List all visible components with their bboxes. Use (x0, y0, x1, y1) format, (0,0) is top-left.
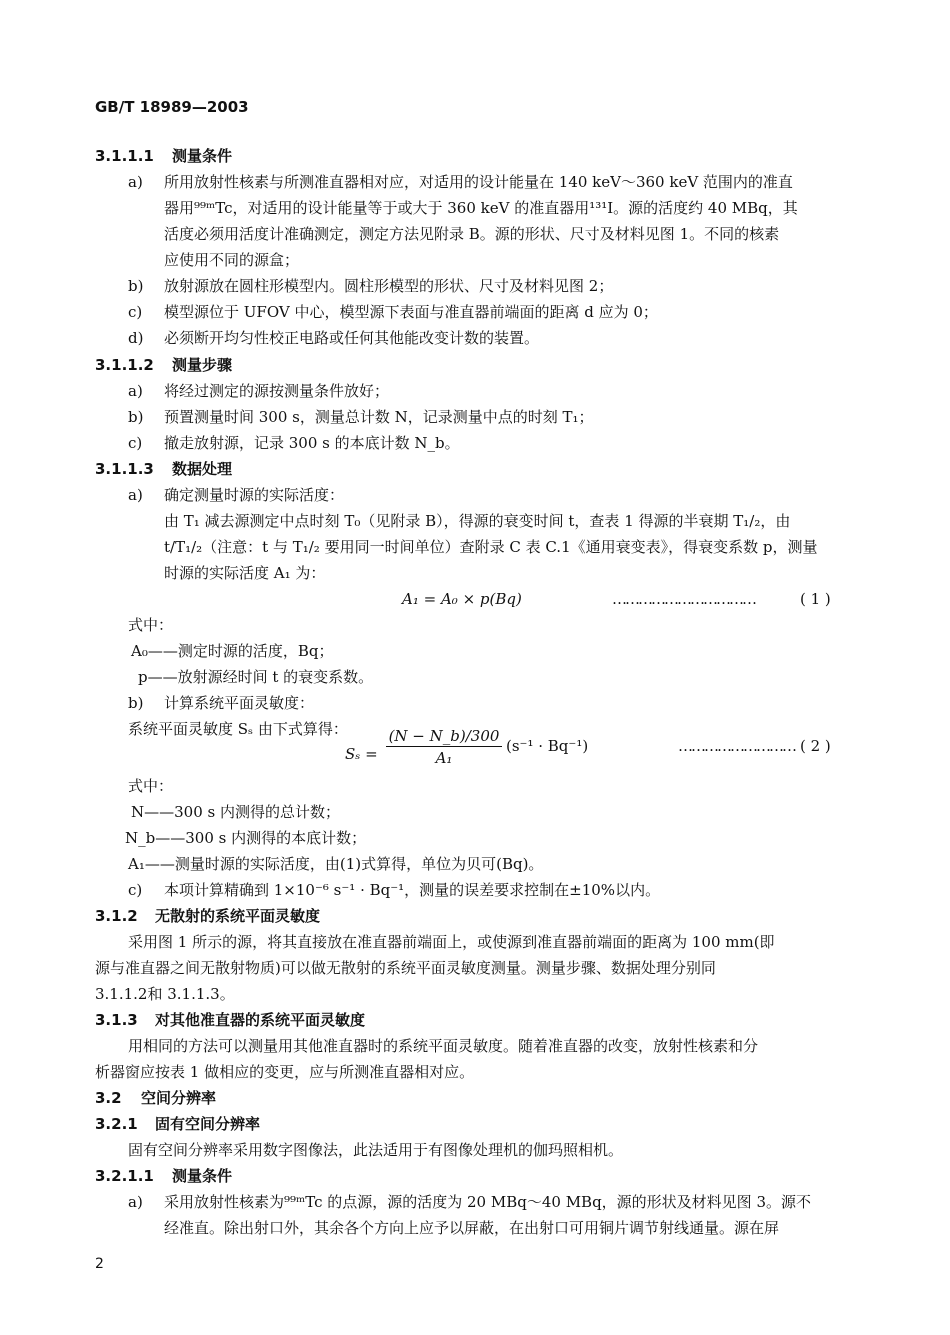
item-label: b) (128, 694, 144, 712)
paragraph-line: 所用放射性核素与所测准直器相对应，对适用的设计能量在 140 keV～360 keV 范围内的准直 (164, 173, 793, 191)
formula-1-number: ( 1 ) (800, 590, 831, 608)
page-number: 2 (95, 1256, 104, 1272)
section-3-1-1-1-number: 3.1.1.1 (95, 147, 154, 165)
paragraph-line: 固有空间分辨率采用数字图像法，此法适用于有图像处理机的伽玛照相机。 (128, 1141, 624, 1159)
paragraph-line: 析器窗应按表 1 做相应的变更，应与所测准直器相对应。 (95, 1063, 475, 1081)
formula-2-leader: ……………………… (678, 737, 795, 755)
section-3-1-3-title: 对其他准直器的系统平面灵敏度 (155, 1011, 366, 1029)
item-label: d) (128, 329, 144, 347)
formula-1-leader: …………………………… (612, 590, 755, 608)
item-label: b) (128, 277, 144, 295)
definition-line: N_b——300 s 内测得的本底计数； (125, 829, 367, 847)
formula-2-lhs: Sₛ = (345, 745, 378, 763)
section-3-1-2-title: 无散射的系统平面灵敏度 (155, 907, 321, 925)
paragraph-line: 源与准直器之间无散射物质)可以做无散射的系统平面灵敏度测量。测量步骤、数据处理分别同 (95, 959, 716, 977)
section-3-2-1-1-number: 3.2.1.1 (95, 1167, 154, 1185)
paragraph-line: 撤走放射源，记录 300 s 的本底计数 N_b。 (164, 434, 460, 452)
item-label: c) (128, 303, 143, 321)
section-3-1-3-number: 3.1.3 (95, 1011, 138, 1029)
standard-code: GB/T 18989—2003 (95, 98, 249, 116)
paragraph-line: 应使用不同的源盒； (164, 251, 300, 269)
paragraph-line: 经准直。除出射口外，其余各个方向上应予以屏蔽，在出射口可用铜片调节射线通量。源在屏 (164, 1219, 780, 1237)
paragraph-line: 由 T₁ 减去源测定中点时刻 T₀（见附录 B），得源的衰变时间 t，查表 1 得源的半衰期 T₁/₂，由 (164, 512, 791, 530)
section-3-2-1-number: 3.2.1 (95, 1115, 138, 1133)
where-label: 式中： (128, 616, 174, 634)
paragraph-line: 计算系统平面灵敏度： (164, 694, 315, 712)
item-label: a) (128, 173, 143, 191)
item-label: c) (128, 434, 143, 452)
definition-line: N——300 s 内测得的总计数； (131, 803, 340, 821)
paragraph-line: 本项计算精确到 1×10⁻⁶ s⁻¹ · Bq⁻¹，测量的误差要求控制在±10%以内。 (164, 881, 661, 899)
paragraph-line: 模型源位于 UFOV 中心，模型源下表面与准直器前端面的距离 d 应为 0； (164, 303, 658, 321)
formula-2-unit: (s⁻¹ · Bq⁻¹) (506, 737, 589, 755)
definition-line: p——放射源经时间 t 的衰变系数。 (138, 668, 374, 686)
formula-2-denominator: A₁ (435, 749, 453, 767)
section-3-1-1-2-title: 测量步骤 (172, 356, 233, 374)
formula-2-fraction-bar (386, 746, 502, 747)
section-3-1-1-3-number: 3.1.1.3 (95, 460, 154, 478)
paragraph-line: 3.1.1.2和 3.1.1.3。 (95, 985, 235, 1003)
paragraph-line: 活度必须用活度计准确测定，测定方法见附录 B。源的形状、尺寸及材料见图 1。不同的核素 (164, 225, 780, 243)
definition-line: A₁——测量时源的实际活度，由(1)式算得，单位为贝可(Bq)。 (128, 855, 544, 873)
item-label: b) (128, 408, 144, 426)
paragraph-line: 确定测量时源的实际活度： (164, 486, 345, 504)
section-3-1-1-1-title: 测量条件 (172, 147, 233, 165)
paragraph-line: 采用放射性核素为⁹⁹ᵐTc 的点源，源的活度为 20 MBq～40 MBq，源的形状及材料见图 3。源不 (164, 1193, 811, 1211)
formula-2-number: ( 2 ) (800, 737, 831, 755)
where-label: 式中： (128, 777, 174, 795)
section-3-1-1-2-number: 3.1.1.2 (95, 356, 154, 374)
definition-line: A₀——测定时源的活度，Bq； (131, 642, 334, 660)
item-label: a) (128, 486, 143, 504)
paragraph-line: 必须断开均匀性校正电路或任何其他能改变计数的装置。 (164, 329, 540, 347)
item-label: c) (128, 881, 143, 899)
paragraph-line: 采用图 1 所示的源，将其直接放在准直器前端面上，或使源到准直器前端面的距离为 100 mm(即 (128, 933, 775, 951)
section-3-2-number: 3.2 (95, 1089, 122, 1107)
paragraph-line: t/T₁/₂（注意：t 与 T₁/₂ 要用同一时间单位）查附录 C 表 C.1《通用衰变表》，得衰变系数 p，测量 (164, 538, 818, 556)
section-3-1-2-number: 3.1.2 (95, 907, 138, 925)
paragraph-line: 用相同的方法可以测量用其他准直器时的系统平面灵敏度。随着准直器的改变，放射性核素和分 (128, 1037, 759, 1055)
formula-2-numerator: (N − N_b)/300 (388, 727, 500, 745)
paragraph-line: 将经过测定的源按测量条件放好； (164, 382, 390, 400)
section-3-2-title: 空间分辨率 (141, 1089, 217, 1107)
paragraph-line: 时源的实际活度 A₁ 为： (164, 564, 326, 582)
item-label: a) (128, 382, 143, 400)
paragraph-line: 系统平面灵敏度 Sₛ 由下式算得： (128, 720, 348, 738)
formula-1: A₁ = A₀ × p(Bq) (402, 590, 522, 608)
paragraph-line: 器用⁹⁹ᵐTc，对适用的设计能量等于或大于 360 keV 的准直器用¹³¹I。源的活度约 40 MBq，其 (164, 199, 798, 217)
item-label: a) (128, 1193, 143, 1211)
section-3-2-1-title: 固有空间分辨率 (155, 1115, 261, 1133)
section-3-2-1-1-title: 测量条件 (172, 1167, 233, 1185)
paragraph-line: 预置测量时间 300 s，测量总计数 N，记录测量中点的时刻 T₁； (164, 408, 594, 426)
paragraph-line: 放射源放在圆柱形模型内。圆柱形模型的形状、尺寸及材料见图 2； (164, 277, 614, 295)
section-3-1-1-3-title: 数据处理 (172, 460, 233, 478)
